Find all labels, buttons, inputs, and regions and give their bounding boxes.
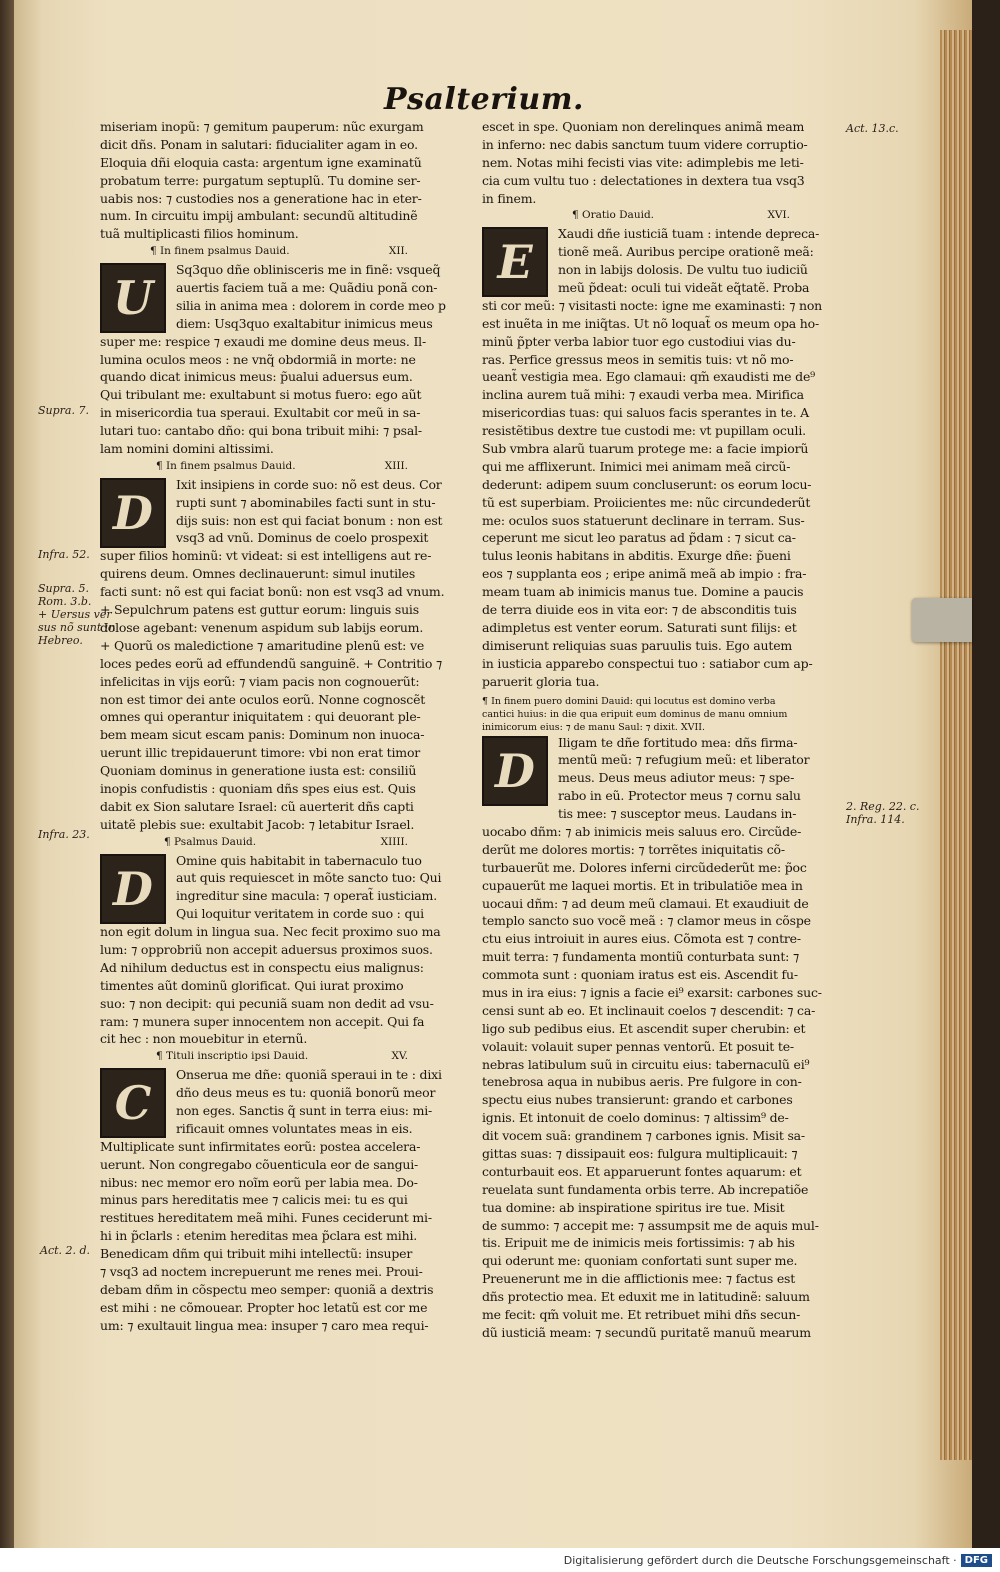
- text-line: templo sancto suo vocẽ meã : ⁊ clamor meus in cõspe: [482, 913, 811, 929]
- text-line: turbauerũt me. Dolores inferni circũdederũt me: p̃oc: [482, 859, 807, 875]
- margin-note: Infra. 52.: [38, 548, 90, 561]
- margin-note: Infra. 23.: [38, 828, 90, 841]
- text-line: uocabo dñm: ⁊ ab inimicis meis saluus ero. Circũde-: [482, 823, 802, 839]
- text-line: cit hec : non mouebitur in eternũ.: [100, 1031, 308, 1047]
- text-line: me: oculos suos statuerunt declinare in terram. Sus-: [482, 512, 805, 528]
- psalm-14-body: [100, 852, 458, 1049]
- text-line: tis. Eripuit me de inimicis meis fortissimis: ⁊ ab his: [482, 1235, 795, 1251]
- text-line: um: ⁊ exultauit lingua mea: insuper ⁊ caro mea requi-: [100, 1317, 429, 1333]
- psalm-13-body: [100, 476, 458, 834]
- right-column: [482, 118, 840, 1342]
- text-line: ueant̃ vestigia mea. Ego clamaui: qm̃ exaudisti me de⁹: [482, 369, 815, 385]
- text-line: inclina aurem tuã mihi: ⁊ exaudi verba mea. Mirifica: [482, 387, 804, 403]
- initial-letter: E: [497, 235, 533, 290]
- bookmark-tab: [912, 598, 972, 642]
- psalm-number: XII.: [388, 245, 408, 258]
- text-line: eos ⁊ supplanta eos ; eripe animã meã ab impio : fra-: [482, 566, 807, 582]
- text-line: in inferno: nec dabis sanctum tuum videre corruptio-: [482, 136, 808, 152]
- psalm-heading-text: ¶ In finem psalmus Dauid.: [156, 459, 296, 472]
- text-line: in misericordia tua speraui. Exultabit cor meũ in sa-: [100, 405, 421, 421]
- text-line: misericordias tuas: qui saluos facis sperantes in te. A: [482, 405, 809, 421]
- text-line: Quoniam dominus in generatione iusta est: consiliũ: [100, 763, 417, 779]
- decorated-initial: [100, 854, 166, 924]
- text-line: super filios hominũ: vt videat: si est intelligens aut re-: [100, 548, 432, 564]
- text-line: + Quorũ os maledictione ⁊ amaritudine plenũ est: ve: [100, 637, 425, 653]
- text-line: vsq3 ad vnũ. Dominus de coelo prospexit: [176, 530, 429, 546]
- text-line: tulus leonis habitans in abditis. Exurge dñe: p̃ueni: [482, 548, 791, 564]
- text-line: Multiplicate sunt infirmitates eorũ: postea accelera-: [100, 1138, 421, 1154]
- text-line: dijs suis: non est qui faciat bonum : non est: [176, 512, 443, 528]
- text-line: ctu eius introiuit in aures eius. Cõmota est ⁊ contre-: [482, 931, 801, 947]
- text-line: miseriam inopũ: ⁊ gemitum pauperum: nũc exurgam: [100, 119, 424, 134]
- text-line: quirens deum. Omnes declinauerunt: simul inutiles: [100, 566, 416, 582]
- psalm-heading-text: ¶ Psalmus Dauid.: [164, 835, 257, 848]
- margin-note: + Uersus ver: [38, 608, 112, 621]
- text-line: Ad nihilum deductus est in conspectu eius malignus:: [100, 959, 424, 975]
- psalm-heading-text: ¶ Tituli inscriptio ipsi Dauid.: [156, 1050, 309, 1063]
- text-line: dño deus meus es tu: quoniã bonorũ meor: [176, 1085, 436, 1101]
- text-line: infelicitas in vijs eorũ: ⁊ viam pacis non cognouerũt:: [100, 673, 420, 689]
- text-line: uerunt illic trepidauerunt timore: vbi non erat timor: [100, 745, 421, 761]
- text-line: rupti sunt ⁊ abominabiles facti sunt in stu-: [176, 494, 436, 510]
- margin-note: Supra. 7.: [38, 404, 89, 417]
- psalm-number: XVI.: [767, 209, 790, 222]
- heading-line: ¶ In finem puero domini Dauid: qui locutus est domino verba: [482, 695, 776, 707]
- text-line: escet in spe. Quoniam non derelinques animã meam: [482, 119, 805, 134]
- text-line: non egit dolum in lingua sua. Nec fecit proximo suo ma: [100, 924, 441, 940]
- text-line: Qui tribulant me: exultabunt si motus fuero: ego aũt: [100, 387, 422, 403]
- text-line: rabo in eũ. Protector meus ⁊ cornu salu: [558, 788, 801, 804]
- margin-note: Supra. 5.: [38, 582, 89, 595]
- text-line: resistẽtibus dextre tue custodi me: vt pupillam oculi.: [482, 423, 806, 439]
- text-line: dederunt: adipem suum concluserunt: os eorum locu-: [482, 476, 812, 492]
- text-line: non eges. Sanctis q̃ sunt in terra eius: mi-: [176, 1102, 433, 1118]
- right-top-block: [482, 118, 840, 207]
- psalm-13-heading: [100, 458, 458, 476]
- text-line: de terra diuide eos in vita eor: ⁊ de absconditis tuis: [482, 602, 797, 618]
- text-line: aut quis requiescet in mõte sancto tuo: Qui: [176, 870, 442, 886]
- psalm-16-heading: [482, 207, 840, 225]
- text-line: ignis. Et intonuit de coelo dominus: ⁊ altissim⁹ de-: [482, 1110, 789, 1126]
- decorated-initial: [100, 478, 166, 548]
- psalm-number: XIII.: [384, 459, 408, 472]
- initial-letter: C: [114, 1076, 152, 1131]
- text-line: nibus: nec memor ero noĩm eorũ per labia mea. Do-: [100, 1174, 418, 1190]
- psalm-number: XV.: [391, 1050, 408, 1063]
- text-line: dolose agebant: venenum aspidum sub labijs eorum.: [100, 619, 424, 635]
- text-line: ras. Perfice gressus meos in semitis tuis: vt nõ mo-: [482, 351, 794, 367]
- text-line: Iligam te dñe fortitudo mea: dñs firma-: [558, 734, 798, 750]
- text-line: mentũ meũ: ⁊ refugium meũ: et liberator: [558, 752, 810, 768]
- text-line: Qui loquitur veritatem in corde suo : qui: [176, 906, 424, 922]
- text-line: nebras latibulum suũ in circuitu eius: tabernaculũ ei⁹: [482, 1056, 810, 1072]
- initial-letter: U: [112, 271, 154, 326]
- text-line: meũ p̃deat: oculi tui videãt eq̃tatẽ. Proba: [558, 280, 810, 296]
- digitization-footer: [0, 1548, 1000, 1572]
- psalm-16-body: [482, 225, 840, 690]
- text-line: minũ p̃pter verba labior tuor ego custodiui vias du-: [482, 333, 796, 349]
- text-line: quando dicat inimicus meus: p̃ualui aduersus eum.: [100, 369, 413, 385]
- text-line: lam nomini domini altissimi.: [100, 441, 274, 457]
- psalm-12-body: [100, 261, 458, 458]
- text-line: Eloquia dñi eloquia casta: argentum igne examinatũ: [100, 154, 422, 170]
- text-line: tis mee: ⁊ susceptor meus. Laudans in-: [558, 806, 797, 822]
- text-line: super me: respice ⁊ exaudi me domine deus meus. Il-: [100, 333, 427, 349]
- running-title: Psalterium.: [384, 82, 584, 117]
- psalm-14-heading: [100, 834, 458, 852]
- text-line: commota sunt : quoniam iratus est eis. Ascendit fu-: [482, 967, 798, 983]
- left-column: [100, 118, 458, 1335]
- margin-note: Rom. 3.b.: [38, 595, 92, 608]
- text-line: Omine quis habitabit in tabernaculo tuo: [176, 852, 422, 868]
- text-line: in finem.: [482, 190, 537, 206]
- text-line: facti sunt: nõ est qui faciat bonũ: non est vsq3 ad vnum.: [100, 584, 445, 600]
- text-line: uabis nos: ⁊ custodies nos a generatione hac in eter-: [100, 190, 422, 206]
- text-line: loces pedes eorũ ad effundendũ sanguinẽ. + Contritio ⁊: [100, 655, 442, 671]
- text-line: auertis faciem tuã a me: Quãdiu ponã con-: [176, 280, 438, 296]
- heading-line: inimicorum eius: ⁊ de manu Saul: ⁊ dixit. XVII.: [482, 721, 706, 733]
- psalm-15-body: [100, 1066, 458, 1334]
- text-line: volauit: volauit super pennas ventorũ. Et posuit te-: [482, 1038, 794, 1054]
- text-line: Onserua me dñe: quoniã speraui in te : dixi: [176, 1067, 442, 1083]
- psalm-17-body: [482, 734, 840, 1342]
- text-line: conturbauit eos. Et apparuerunt fontes aquarum: et: [482, 1163, 802, 1179]
- text-line: num. In circuitu impij ambulant: secundũ altitudinẽ: [100, 208, 418, 224]
- text-line: nem. Notas mihi fecisti vias vite: adimplebis me leti-: [482, 154, 804, 170]
- text-line: ram: ⁊ munera super innocentem non accepit. Qui fa: [100, 1013, 425, 1029]
- text-line: est inuẽta in me iniq̃tas. Ut nõ loquat̃ os meum opa ho-: [482, 315, 819, 331]
- text-line: lumina oculos meos : ne vnq̃ obdormiã in morte: ne: [100, 351, 416, 367]
- text-line: debam dñm in cõspectu meo semper: quoniã a dextris: [100, 1281, 434, 1297]
- text-line: lutari tuo: cantabo dño: qui bona tribuit mihi: ⁊ psal-: [100, 423, 422, 439]
- text-line: uitatẽ plebis sue: exultabit Jacob: ⁊ letabitur Israel.: [100, 816, 415, 832]
- text-line: tũ est superbiam. Proiicientes me: nũc circundederũt: [482, 494, 811, 510]
- text-line: dimiserunt reliquias suas paruulis tuis. Ego autem: [482, 637, 793, 653]
- margin-note: Hebreo.: [38, 634, 83, 647]
- text-line: Sq3quo dñe oblinisceris me in finẽ: vsqueq̃: [176, 262, 441, 278]
- initial-letter: D: [495, 743, 535, 798]
- psalm-17-heading: [482, 691, 840, 734]
- footer-text: Digitalisierung gefördert durch die Deutsche Forschungsgemeinschaft ·: [563, 1553, 957, 1567]
- text-line: Sub vmbra alarũ tuarum protege me: a facie impiorũ: [482, 441, 809, 457]
- text-line: non est timor dei ante oculos eorũ. Nonne cognoscẽt: [100, 691, 426, 707]
- margin-note: Act. 2. d.: [40, 1244, 91, 1257]
- psalm-12-heading: [100, 243, 458, 261]
- text-line: tionẽ meã. Auribus percipe orationẽ meã:: [558, 244, 814, 260]
- text-line: omnes qui operantur iniquitatem : qui deuorant ple-: [100, 709, 421, 725]
- text-line: lum: ⁊ opprobriũ non accepit aduersus proximos suos.: [100, 941, 433, 957]
- text-line: ⁊ vsq3 ad noctem increpuerunt me renes mei. Proui-: [100, 1264, 423, 1279]
- text-line: minus pars hereditatis mee ⁊ calicis mei: tu es qui: [100, 1192, 408, 1208]
- decorated-initial: [100, 1068, 166, 1138]
- psalm-heading-text: ¶ Oratio Dauid.: [572, 209, 655, 222]
- text-line: spectu eius nubes transierunt: grando et carbones: [482, 1092, 793, 1108]
- text-line: derũt me dolores mortis: ⁊ torrẽtes iniquitatis cõ-: [482, 841, 785, 857]
- text-line: tenebrosa aqua in nubibus aeris. Pre fulgore in con-: [482, 1074, 802, 1090]
- text-line: in iusticia apparebo conspectui tuo : satiabor cum ap-: [482, 655, 813, 671]
- text-line: meus. Deus meus adiutor meus: ⁊ spe-: [558, 770, 795, 786]
- text-line: suo: ⁊ non decipit: qui pecuniã suam non dedit ad vsu-: [100, 995, 434, 1011]
- psalm-heading-text: ¶ In finem psalmus Dauid.: [150, 245, 290, 258]
- text-line: adimpletus est venter eorum. Saturati sunt filijs: et: [482, 619, 797, 635]
- margin-note: 2. Reg. 22. c.: [846, 800, 920, 813]
- text-line: dñs protectio mea. Et eduxit me in latitudinẽ: saluum: [482, 1289, 810, 1305]
- decorated-initial: [482, 227, 548, 297]
- text-line: silia in anima mea : dolorem in corde meo p: [176, 297, 446, 313]
- margin-note-block: [846, 800, 919, 826]
- text-line: probatum terre: purgatum septuplũ. Tu domine ser-: [100, 172, 421, 188]
- margin-note: Act. 13.c.: [846, 122, 899, 135]
- text-line: de summo: ⁊ accepit me: ⁊ assumpsit me de aquis mul-: [482, 1217, 819, 1233]
- psalm-number: XIIII.: [380, 835, 408, 848]
- text-line: uerunt. Non congregabo cõuenticula eor de sangui-: [100, 1156, 419, 1172]
- text-line: cupauerũt me laquei mortis. Et in tribulatiõe mea in: [482, 877, 803, 893]
- text-line: dũ iusticiã meam: ⁊ secundũ puritatẽ manuũ mearum: [482, 1324, 811, 1340]
- text-line: inopis confudistis : quoniam dñs spes eius est. Quis: [100, 780, 416, 796]
- text-line: gittas suas: ⁊ dissipauit eos: fulgura multiplicauit: ⁊: [482, 1145, 798, 1161]
- text-line: sti cor meũ: ⁊ visitasti nocte: igne me examinasti: ⁊ non: [482, 297, 823, 313]
- text-line: qui oderunt me: quoniam confortati sunt super me.: [482, 1253, 798, 1269]
- heading-line: cantici huius: in die qua eripuit eum dominus de manu omnium: [482, 708, 788, 720]
- text-line: non in labijs dolosis. De vultu tuo iudiciũ: [558, 262, 808, 278]
- margin-note-block: [38, 582, 115, 647]
- margin-note: sus nõ sunt in: [38, 621, 116, 634]
- psalm-15-heading: [100, 1048, 458, 1066]
- text-line: est mihi : ne cõmouear. Propter hoc letatũ est cor me: [100, 1299, 428, 1315]
- text-line: paruerit gloria tua.: [482, 673, 600, 689]
- text-line: cia cum vultu tuo : delectationes in dextera tua vsq3: [482, 172, 805, 188]
- text-line: rificauit omnes voluntates meas in eis.: [176, 1120, 413, 1136]
- text-line: tua domine: ab inspiratione spiritus ire tue. Misit: [482, 1199, 785, 1215]
- text-line: Ixit insipiens in corde suo: nõ est deus. Cor: [176, 476, 442, 492]
- text-line: ceperunt me sicut leo paratus ad p̃dam : ⁊ sicut ca-: [482, 530, 796, 546]
- text-line: Preuenerunt me in die afflictionis mee: ⁊ factus est: [482, 1271, 796, 1287]
- text-line: meam tuam ab inimicis manus tue. Domine a paucis: [482, 584, 804, 600]
- text-line: + Sepulchrum patens est guttur eorum: linguis suis: [100, 602, 419, 618]
- text-line: hi in p̃clarls : etenim hereditas mea p̃clara est mihi.: [100, 1228, 418, 1244]
- initial-letter: D: [113, 485, 153, 540]
- text-line: ingreditur sine macula: ⁊ operat̃ iusticiam.: [176, 888, 437, 904]
- text-line: tuã multiplicasti filios hominum.: [100, 226, 299, 242]
- text-line: reuelata sunt fundamenta orbis terre. Ab increpatiõe: [482, 1181, 809, 1197]
- text-line: Xaudi dñe iusticiã tuam : intende depreca-: [558, 226, 820, 242]
- text-line: censi sunt ab eo. Et inclinauit coelos ⁊ descendit: ⁊ ca-: [482, 1002, 816, 1018]
- initial-letter: D: [113, 861, 153, 916]
- dfg-logo: DFG: [961, 1554, 992, 1567]
- text-line: muit terra: ⁊ fundamenta montiũ conturbata sunt: ⁊: [482, 949, 799, 965]
- text-line: bem meam sicut escam panis: Dominum non inuoca-: [100, 727, 425, 743]
- decorated-initial: [482, 736, 548, 806]
- text-line: qui me afflixerunt. Inimici mei animam meã circũ-: [482, 458, 791, 474]
- text-line: timentes aũt dominũ glorificat. Qui iurat proximo: [100, 977, 404, 993]
- text-line: uocaui dñm: ⁊ ad deum meũ clamaui. Et exaudiuit de: [482, 895, 809, 911]
- margin-note: Infra. 114.: [846, 813, 905, 826]
- text-line: Benedicam dñm qui tribuit mihi intellectũ: insuper: [100, 1246, 413, 1262]
- left-top-block: [100, 118, 458, 243]
- text-line: me fecit: qm̃ voluit me. Et retribuet mihi dñs secun-: [482, 1307, 801, 1322]
- page-edges: [940, 30, 972, 1460]
- text-line: dabit ex Sion salutare Israel: cũ auerterit dñs capti: [100, 798, 414, 814]
- text-line: ligo sub pedibus eius. Et ascendit super cherubin: et: [482, 1020, 806, 1036]
- text-line: restitues hereditatem meã mihi. Funes ceciderunt mi-: [100, 1210, 432, 1226]
- text-line: dit vocem suã: grandinem ⁊ carbones ignis. Misit sa-: [482, 1128, 805, 1144]
- decorated-initial: [100, 263, 166, 333]
- text-line: mus in ira eius: ⁊ ignis a facie ei⁹ exarsit: carbones suc-: [482, 984, 822, 1000]
- text-line: diem: Usq3quo exaltabitur inimicus meus: [176, 315, 433, 331]
- text-line: dicit dñs. Ponam in salutari: fiducialiter agam in eo.: [100, 136, 418, 152]
